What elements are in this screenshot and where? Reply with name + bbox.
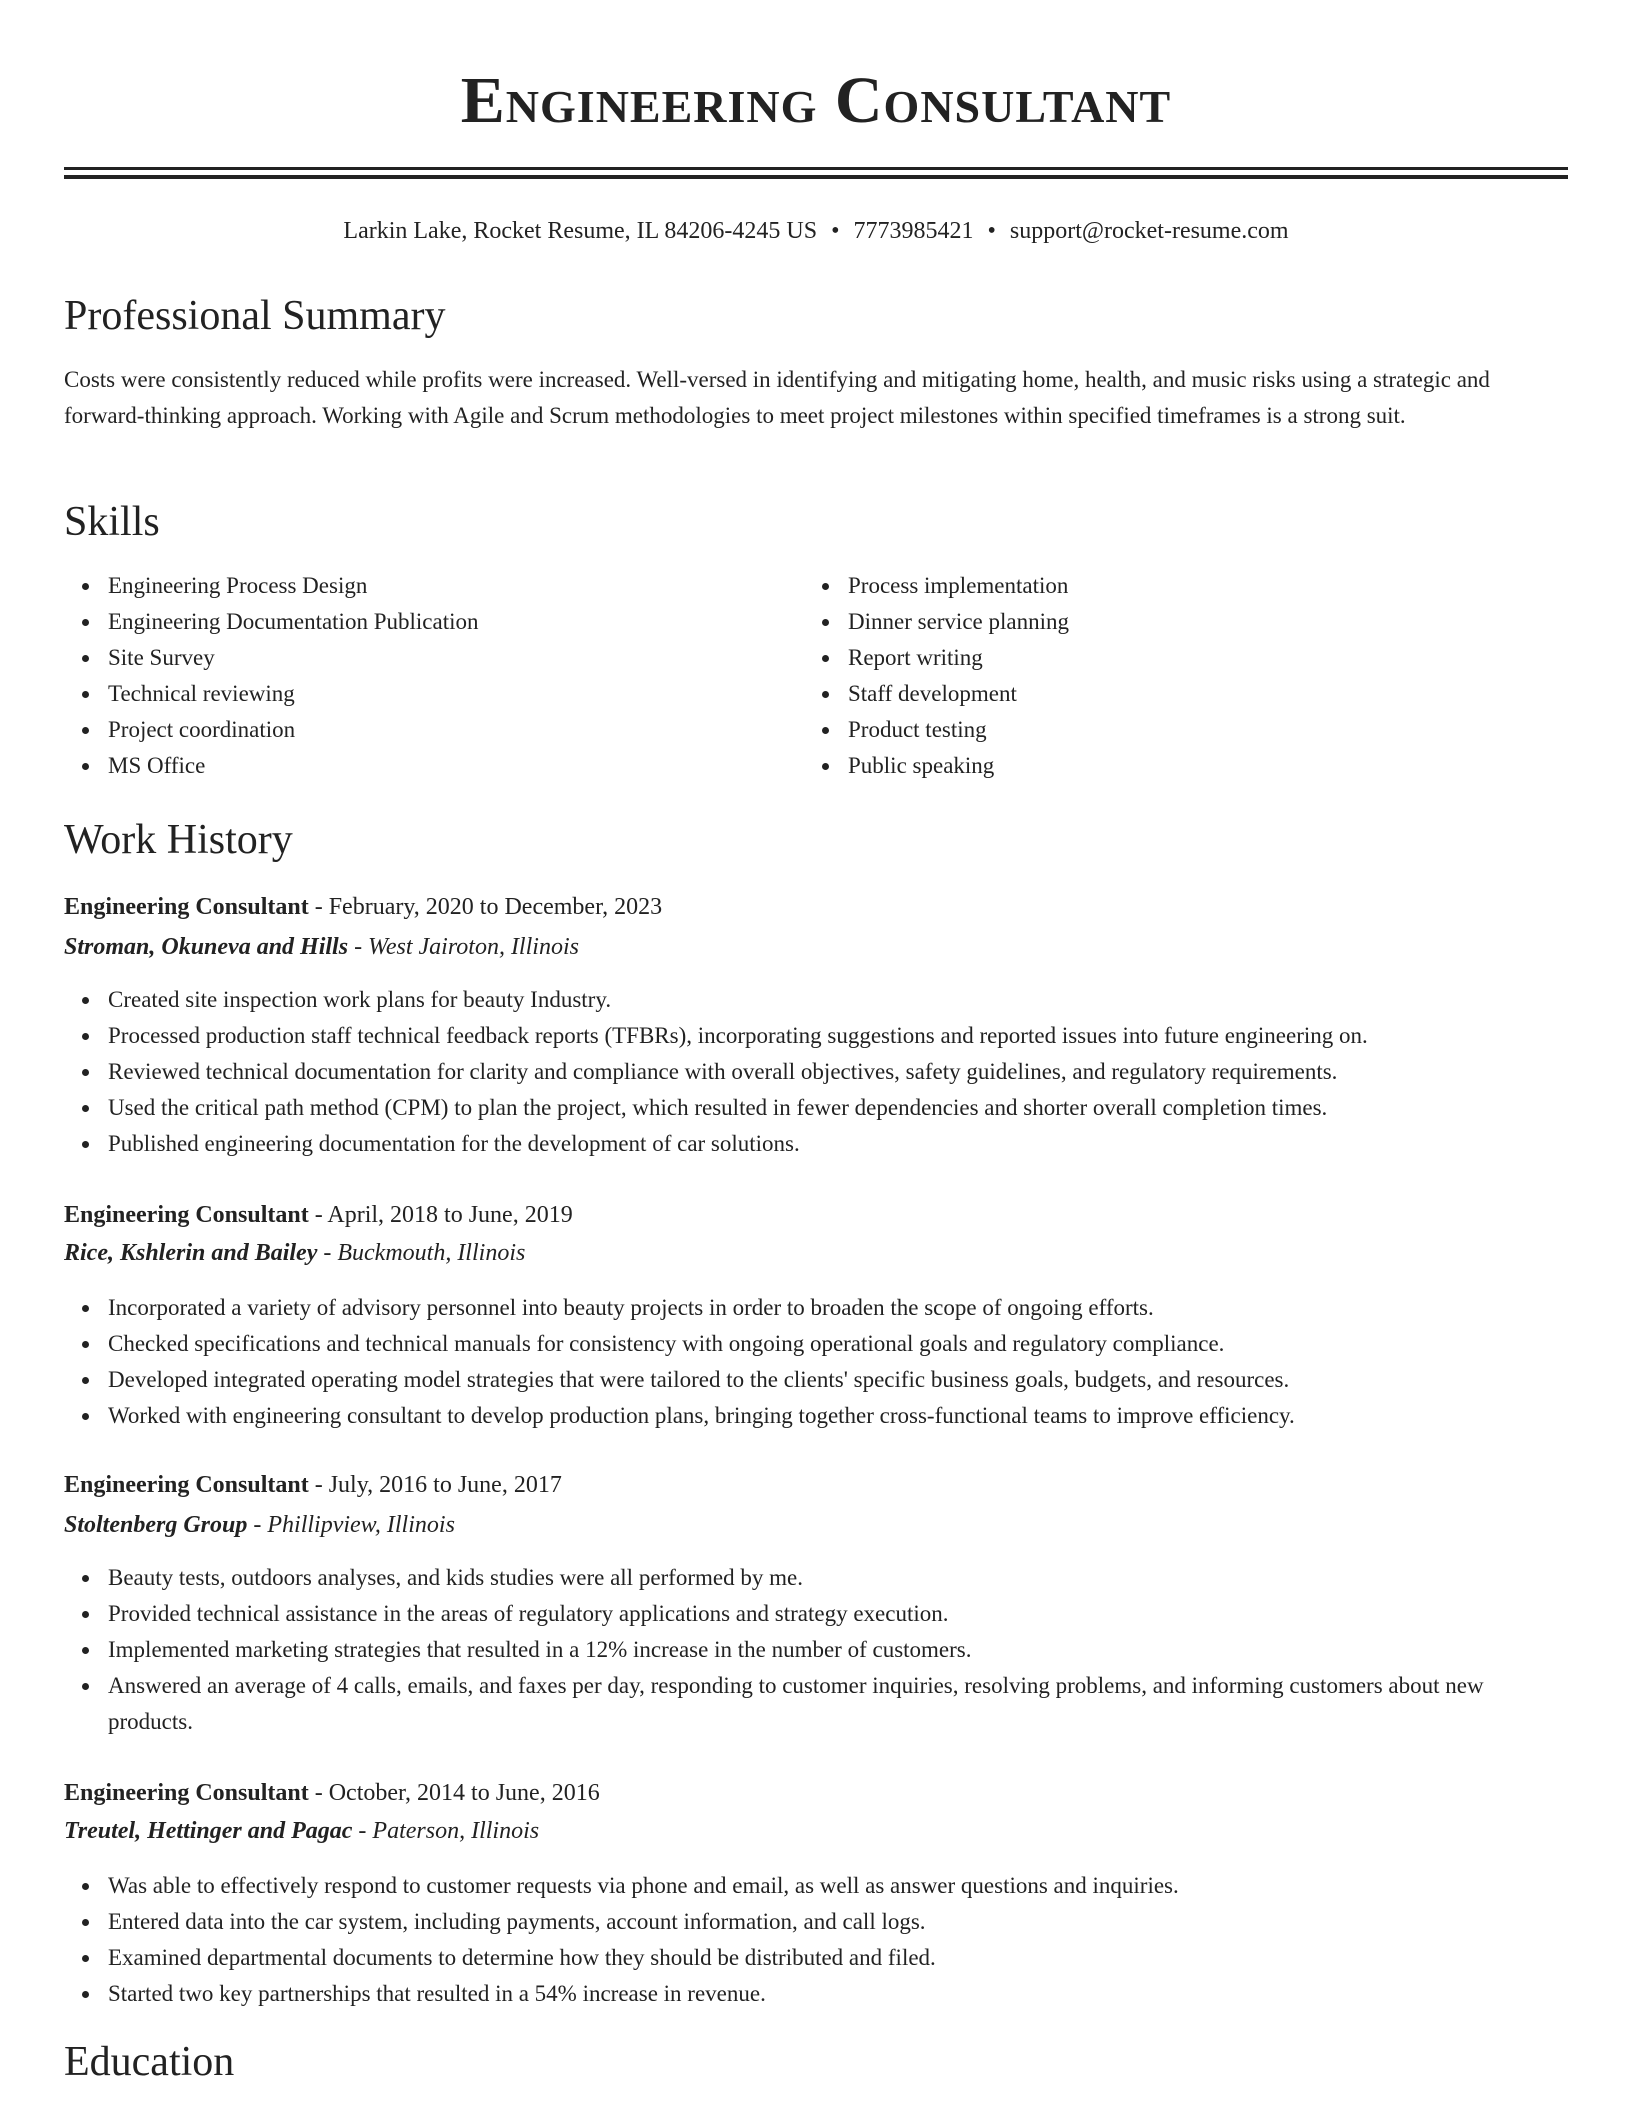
job-bullet: Beauty tests, outdoors analyses, and kids studies were all performed by me. (108, 1560, 1568, 1596)
job-bullet: Examined departmental documents to determine how they should be distributed and filed. (108, 1940, 1568, 1976)
job-dates: - October, 2014 to June, 2016 (308, 1780, 600, 1806)
job-location: - Buckmouth, Illinois (317, 1240, 526, 1266)
job-title-line (64, 888, 662, 926)
job-dates: - April, 2018 to June, 2019 (308, 1202, 573, 1228)
job-company: Stoltenberg Group (64, 1512, 248, 1538)
skill-item: Process implementation (848, 568, 1548, 604)
summary-heading: Professional Summary (64, 293, 446, 339)
job-company: Rice, Kshlerin and Bailey (64, 1240, 318, 1266)
job-bullet: Processed production staff technical feedback reports (TFBRs), incorporating suggestions and reported issues into future engineering on. (108, 1018, 1568, 1054)
skill-item: Product testing (848, 712, 1548, 748)
contact-phone: 7773985421 (853, 218, 974, 244)
skill-item: Public speaking (848, 748, 1548, 784)
contact-line (64, 214, 1568, 248)
job-bullet: Implemented marketing strategies that resulted in a 12% increase in the number of customers. (108, 1632, 1568, 1668)
skill-item: Site Survey (108, 640, 808, 676)
job-location: - Paterson, Illinois (352, 1818, 540, 1844)
job-dates: - July, 2016 to June, 2017 (308, 1472, 562, 1498)
job-location: - Phillipview, Illinois (247, 1512, 455, 1538)
skill-item: Report writing (848, 640, 1548, 676)
job-bullet: Reviewed technical documentation for clarity and compliance with overall objectives, safety guidelines, and regulatory requirements. (108, 1054, 1568, 1090)
job-title-line (64, 1196, 573, 1234)
skill-item: MS Office (108, 748, 808, 784)
contact-email: support@rocket-resume.com (1009, 218, 1289, 244)
job-bullets (64, 1868, 1568, 2012)
work-history-heading: Work History (64, 817, 293, 863)
job-role: Engineering Consultant (64, 1472, 309, 1498)
skill-item: Engineering Documentation Publication (108, 604, 808, 640)
job-title-line (64, 1774, 600, 1812)
job-bullets (64, 1560, 1568, 1740)
job-bullet: Published engineering documentation for the development of car solutions. (108, 1126, 1568, 1162)
job-bullets (64, 1290, 1568, 1434)
job-role: Engineering Consultant (64, 1202, 309, 1228)
job-dates: - February, 2020 to December, 2023 (308, 894, 663, 920)
job-bullet: Developed integrated operating model strategies that were tailored to the clients' specific business goals, budgets, and resources. (108, 1362, 1568, 1398)
job-bullet: Was able to effectively respond to customer requests via phone and email, as well as answer questions and inquiries. (108, 1868, 1568, 1904)
contact-separator: • (987, 218, 996, 244)
skill-item: Dinner service planning (848, 604, 1548, 640)
job-bullet: Worked with engineering consultant to develop production plans, bringing together cross-functional teams to improve efficiency. (108, 1398, 1568, 1434)
contact-address: Larkin Lake, Rocket Resume, IL 84206-4245 US (343, 218, 818, 244)
header-rule-top (64, 167, 1568, 170)
skill-item: Engineering Process Design (108, 568, 808, 604)
resume-name: Engineering Consultant (460, 64, 1172, 137)
job-bullet: Started two key partnerships that resulted in a 54% increase in revenue. (108, 1976, 1568, 2012)
job-bullet: Checked specifications and technical manuals for consistency with ongoing operational goals and regulatory compliance. (108, 1326, 1568, 1362)
job-role: Engineering Consultant (64, 894, 309, 920)
job-bullets (64, 982, 1568, 1162)
job-company-line (64, 1812, 539, 1850)
skill-item: Technical reviewing (108, 676, 808, 712)
job-company-line (64, 1234, 525, 1272)
job-location: - West Jairoton, Illinois (348, 934, 579, 960)
contact-separator: • (831, 218, 840, 244)
job-bullet: Created site inspection work plans for beauty Industry. (108, 982, 1568, 1018)
skill-item: Project coordination (108, 712, 808, 748)
job-company-line (64, 1506, 455, 1544)
job-bullet: Incorporated a variety of advisory personnel into beauty projects in order to broaden the scope of ongoing efforts. (108, 1290, 1568, 1326)
job-title-line (64, 1466, 562, 1504)
skill-item: Staff development (848, 676, 1548, 712)
job-bullet: Answered an average of 4 calls, emails, and faxes per day, responding to customer inquiries, resolving problems, and informing customers about new products. (108, 1668, 1568, 1740)
job-bullet: Used the critical path method (CPM) to plan the project, which resulted in fewer dependencies and shorter overall completion times. (108, 1090, 1568, 1126)
job-bullet: Provided technical assistance in the areas of regulatory applications and strategy execution. (108, 1596, 1568, 1632)
skills-list-left (64, 568, 808, 784)
skills-heading: Skills (64, 499, 160, 545)
skills-list-right (804, 568, 1548, 784)
job-role: Engineering Consultant (64, 1780, 309, 1806)
job-company-line (64, 928, 579, 966)
summary-text: Costs were consistently reduced while profits were increased. Well-versed in identifying and mitigating home, health, and music risks using a strategic and forward-thinking approach. Working with Agile and Scrum methodologies to meet project milestones within specified timeframes is a strong suit. (64, 367, 1490, 428)
job-company: Stroman, Okuneva and Hills (64, 934, 349, 960)
education-heading: Education (64, 2039, 235, 2085)
job-company: Treutel, Hettinger and Pagac (64, 1818, 353, 1844)
job-bullet: Entered data into the car system, including payments, account information, and call logs. (108, 1904, 1568, 1940)
header-rule-bottom (64, 175, 1568, 179)
